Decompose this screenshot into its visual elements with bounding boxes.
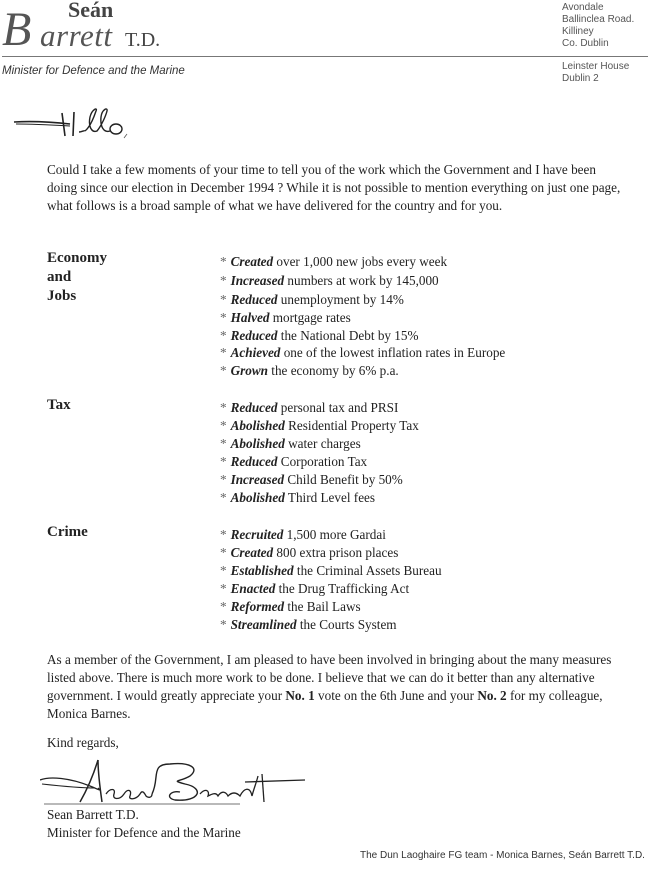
address-line: Dublin 2 xyxy=(562,73,599,84)
achievement-item: * Reduced the National Debt by 15% xyxy=(220,327,419,343)
item-verb: Abolished xyxy=(230,490,285,505)
item-verb: Created xyxy=(230,254,274,269)
item-verb: Abolished xyxy=(230,436,285,451)
achievement-item: * Created 800 extra prison places xyxy=(220,545,399,560)
item-text: the Courts System xyxy=(299,617,397,632)
achievement-item: * Achieved one of the lowest inflation rates in Europe xyxy=(220,345,506,360)
item-verb: Abolished xyxy=(230,418,285,433)
item-verb: Enacted xyxy=(230,581,276,596)
achievement-item: * Enacted the Drug Trafficking Act xyxy=(220,581,410,596)
achievement-item: * Increased Child Benefit by 50% xyxy=(220,472,403,487)
footer-text: The Dun Laoghaire FG team - Monica Barnes, Seán Barrett T.D. xyxy=(360,850,645,861)
signature-block xyxy=(47,806,241,842)
closing-text: As a member of the Government, I am pleased to have been involved in bringing about the many measures listed above. There is much more work to be done. I believe that we can do it better than any alternative government. I would greatly appreciate your xyxy=(47,652,612,703)
section-label-line: Jobs xyxy=(47,288,77,304)
signatory-title: Minister for Defence and the Marine xyxy=(47,825,241,840)
item-verb: Reduced xyxy=(230,400,278,415)
section-economy-items-cont xyxy=(220,309,505,379)
item-verb: Halved xyxy=(230,310,270,325)
closing-paragraph xyxy=(47,651,627,723)
letterhead-rule xyxy=(2,56,648,57)
intro-paragraph: Could I take a few moments of your time to tell you of the work which the Government and I have been doing since our election in December 1994 ? While it is not possible to mention everything on just one page, what follows is a broad sample of what we have delivered for the country and for you. xyxy=(47,162,621,213)
vote-preference-1: No. 1 xyxy=(285,688,315,703)
closing-text: vote on the 6th June and your xyxy=(314,688,478,703)
item-verb: Streamlined xyxy=(230,617,297,632)
section-label: Crime xyxy=(47,524,88,540)
section-crime-items xyxy=(220,526,442,634)
address-home xyxy=(562,2,634,50)
item-text: the National Debt by 15% xyxy=(280,327,419,343)
achievement-item: * Grown the economy by 6% p.a. xyxy=(220,362,399,378)
achievement-item: * Reformed the Bail Laws xyxy=(220,599,361,614)
item-text: Child Benefit by 50% xyxy=(287,472,403,487)
item-verb: Reformed xyxy=(230,599,285,614)
item-verb: Recruited xyxy=(230,527,284,542)
item-verb: Created xyxy=(230,545,274,560)
letterhead-suffix: T.D. xyxy=(125,29,161,51)
item-text: the Criminal Assets Bureau xyxy=(296,563,442,578)
address-line: Ballinclea Road. xyxy=(562,14,635,25)
item-text: numbers at work by 145,000 xyxy=(287,273,439,288)
section-label-line: Economy xyxy=(47,250,107,266)
item-text: personal tax and PRSI xyxy=(280,400,399,415)
achievement-item: * Created over 1,000 new jobs every week xyxy=(220,254,448,269)
item-text: Residential Property Tax xyxy=(288,418,419,433)
item-verb: Reduced xyxy=(230,454,278,469)
achievement-item: * Reduced personal tax and PRSI xyxy=(220,400,399,415)
letterhead-last-name: arrett xyxy=(40,18,113,53)
signature xyxy=(40,758,310,813)
section-economy-items xyxy=(220,252,447,309)
achievement-item: * Abolished water charges xyxy=(220,436,361,451)
section-label xyxy=(47,249,107,306)
item-verb: Achieved xyxy=(230,345,281,360)
letterhead-first-name: Seán xyxy=(68,0,114,22)
address-line: Killiney xyxy=(562,26,594,37)
section-tax-items xyxy=(220,399,419,507)
item-text: the economy by 6% p.a. xyxy=(271,362,399,378)
item-text: unemployment by 14% xyxy=(280,292,404,307)
section-label-line: and xyxy=(47,269,72,285)
handwritten-hello-icon xyxy=(12,105,162,145)
address-line: Avondale xyxy=(562,2,604,13)
address-office xyxy=(562,61,629,85)
achievement-item: * Abolished Third Level fees xyxy=(220,490,376,505)
item-verb: Grown xyxy=(230,362,268,378)
closing-text: for my colleague, Monica Barnes. xyxy=(47,688,603,721)
item-text: mortgage rates xyxy=(272,310,351,325)
item-verb: Reduced xyxy=(230,327,278,343)
letterhead-initial: B xyxy=(2,3,32,56)
achievement-item: * Recruited 1,500 more Gardai xyxy=(220,527,386,542)
achievement-item: * Abolished Residential Property Tax xyxy=(220,418,419,433)
item-text: over 1,000 new jobs every week xyxy=(276,254,448,269)
achievement-item: * Established the Criminal Assets Bureau xyxy=(220,563,442,578)
handwritten-signature-icon xyxy=(40,758,310,808)
item-text: the Bail Laws xyxy=(287,599,361,614)
achievement-item: * Increased numbers at work by 145,000 xyxy=(220,273,439,288)
achievement-item: * Streamlined the Courts System xyxy=(220,617,397,632)
item-text: 1,500 more Gardai xyxy=(286,527,386,542)
address-line: Co. Dublin xyxy=(562,38,609,49)
sign-off: Kind regards, xyxy=(47,735,119,750)
item-verb: Increased xyxy=(230,273,285,288)
item-text: Third Level fees xyxy=(287,490,376,505)
item-verb: Increased xyxy=(230,472,285,487)
vote-preference-2: No. 2 xyxy=(477,688,507,703)
achievement-item: * Reduced Corporation Tax xyxy=(220,454,368,469)
signatory-name: Sean Barrett T.D. xyxy=(47,807,139,822)
section-label: Tax xyxy=(47,397,71,413)
handwritten-greeting xyxy=(12,105,162,150)
item-text: water charges xyxy=(288,436,361,451)
item-text: one of the lowest inflation rates in Europe xyxy=(283,345,506,360)
item-text: Corporation Tax xyxy=(280,454,368,469)
achievement-item: * Reduced unemployment by 14% xyxy=(220,292,404,307)
address-line: Leinster House xyxy=(562,61,630,72)
item-verb: Established xyxy=(230,563,294,578)
letterhead-title: Minister for Defence and the Marine xyxy=(2,65,185,77)
item-verb: Reduced xyxy=(230,292,278,307)
achievement-item: * Halved mortgage rates xyxy=(220,310,351,325)
item-text: 800 extra prison places xyxy=(276,545,399,560)
item-text: the Drug Trafficking Act xyxy=(278,581,410,596)
